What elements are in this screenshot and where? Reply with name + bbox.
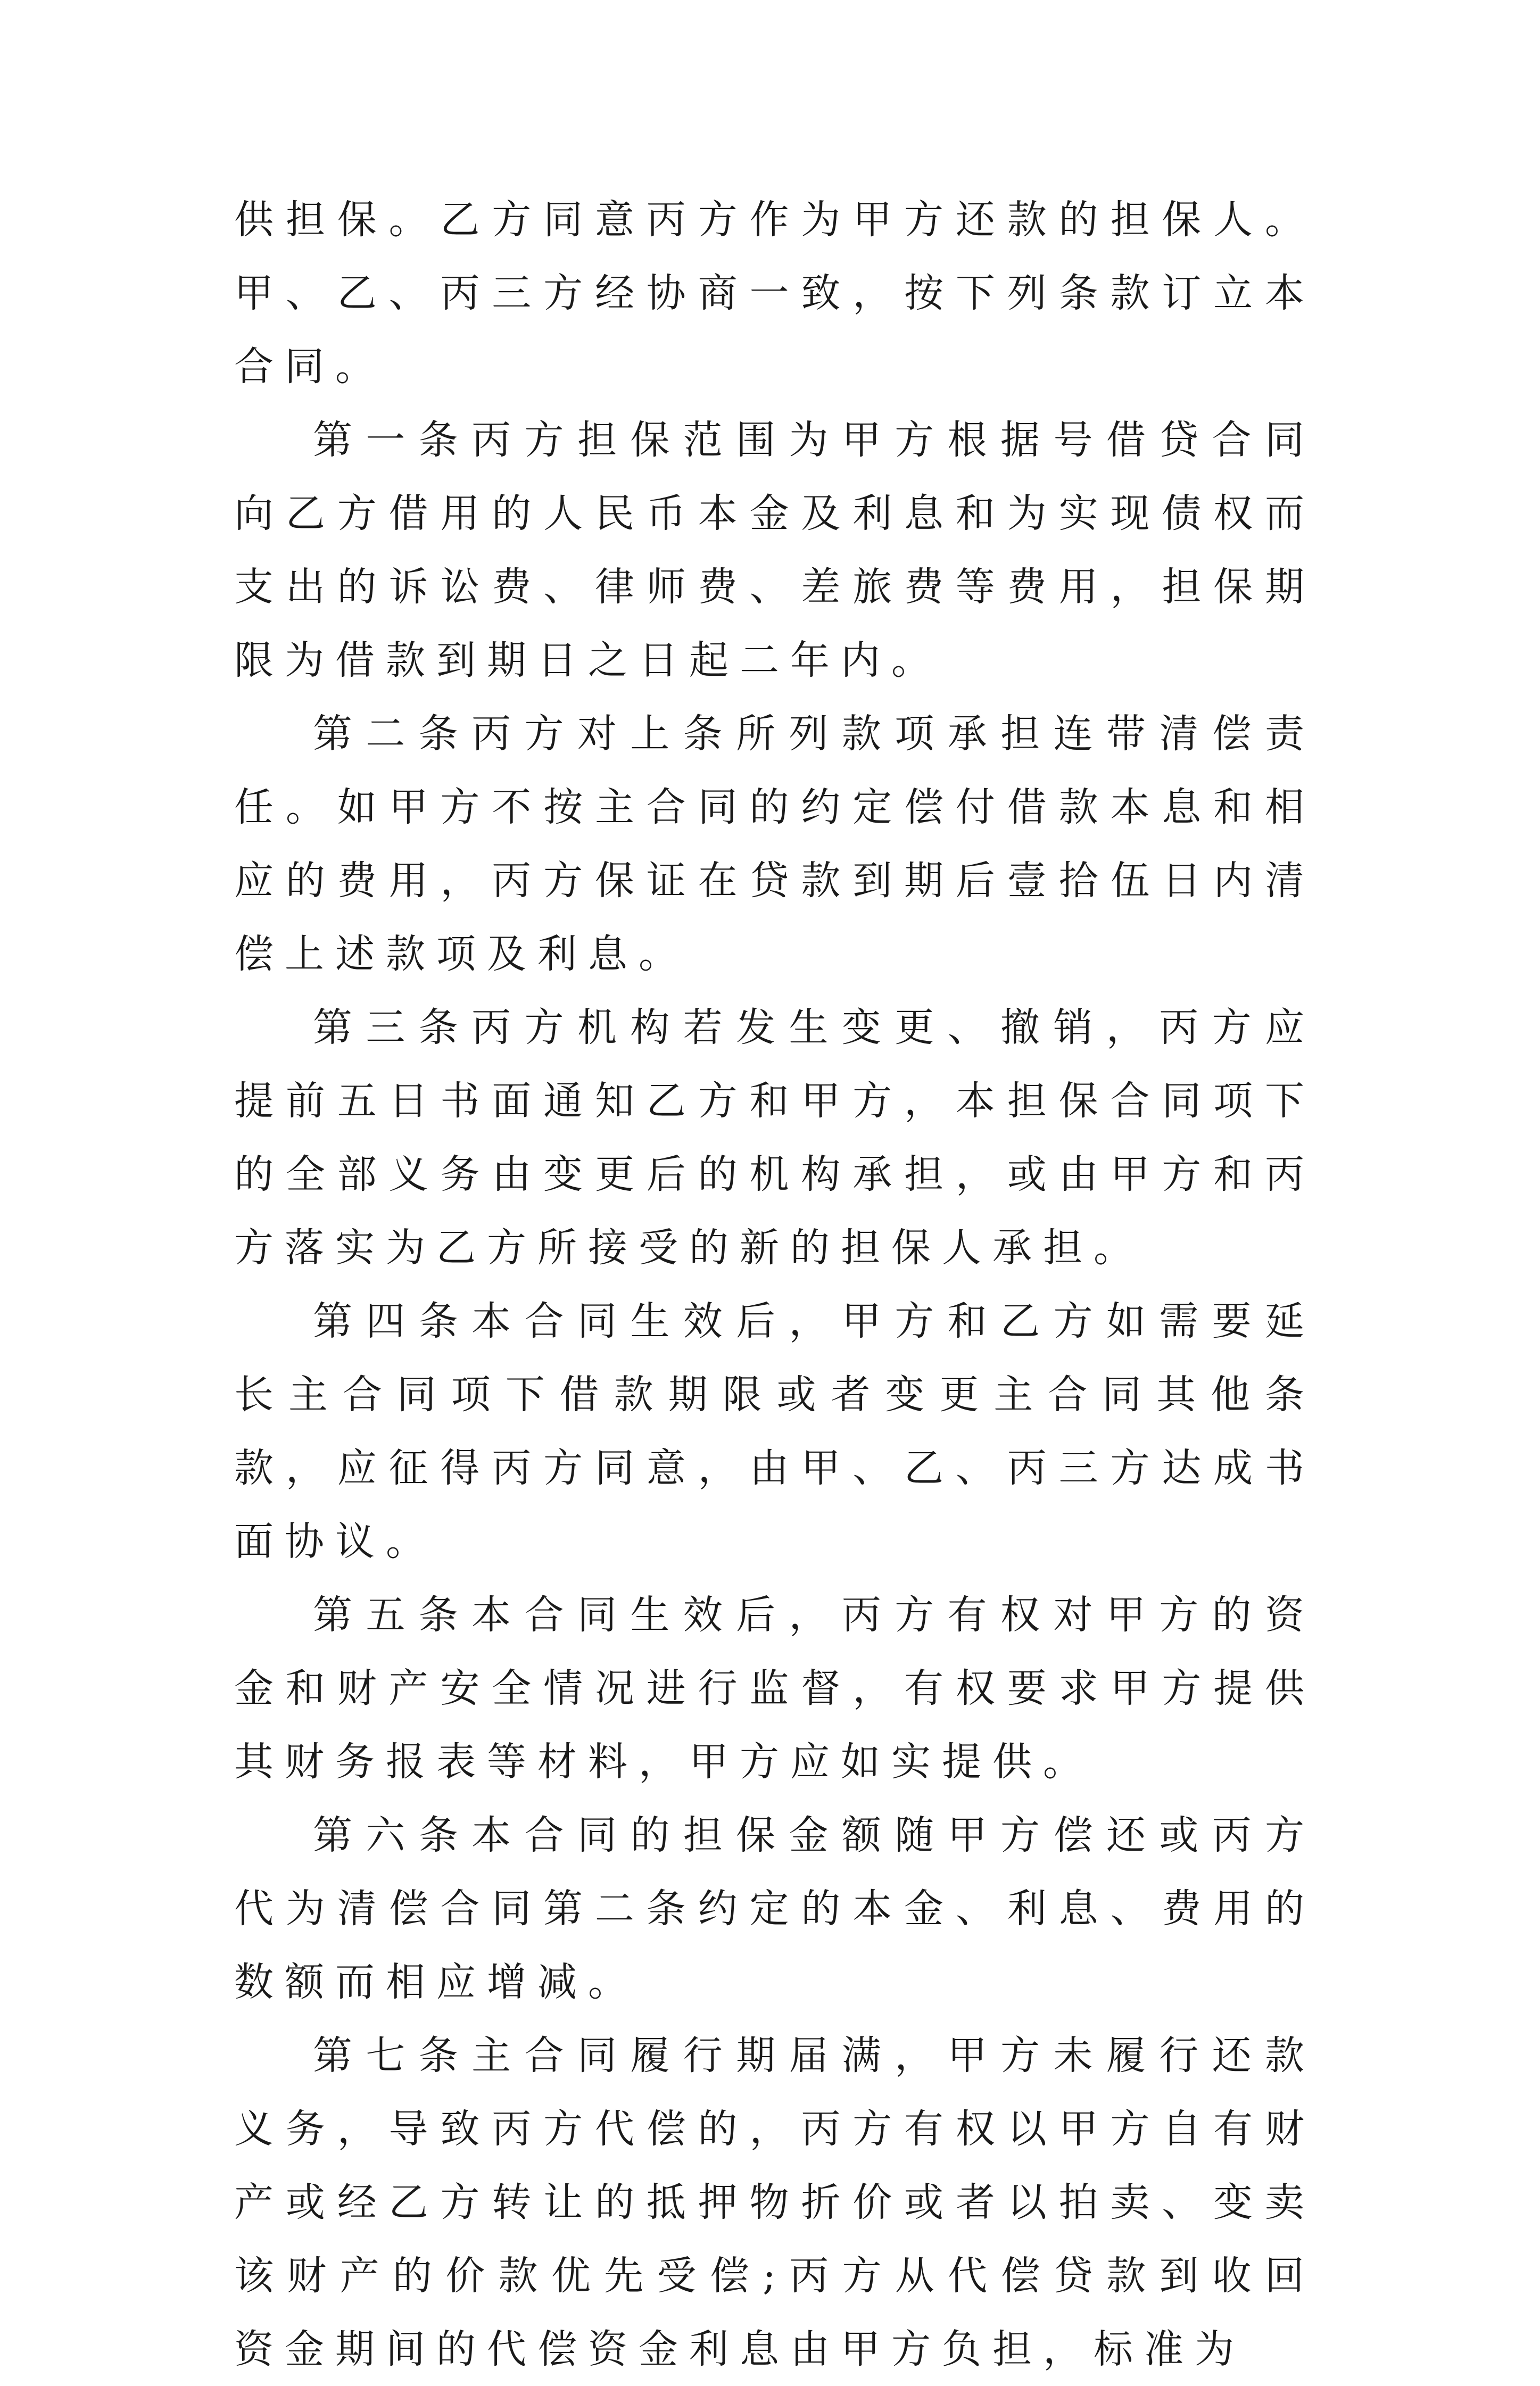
paragraph-article-7: 第七条主合同履行期届满，甲方未履行还款义务，导致丙方代偿的，丙方有权以甲方自有财产或经乙方转让的抵押物折价或者以拍卖、变卖该财产的价款优先受偿;丙方从代偿贷款到收回资金期间的代偿资金利息由甲方负担，标准为 [234, 2033, 1315, 2372]
paragraph-article-5: 第五条本合同生效后，丙方有权对甲方的资金和财产安全情况进行监督，有权要求甲方提供其财务报表等材料，甲方应如实提供。 [234, 1592, 1315, 1785]
paragraph-article-1: 第一条丙方担保范围为甲方根据号借贷合同向乙方借用的人民币本金及利息和为实现债权而支出的诉讼费、律师费、差旅费等费用，担保期限为借款到期日之日起二年内。 [234, 417, 1315, 683]
paragraph-article-3: 第三条丙方机构若发生变更、撤销，丙方应提前五日书面通知乙方和甲方，本担保合同项下的全部义务由变更后的机构承担，或由甲方和丙方落实为乙方所接受的新的担保人承担。 [234, 1005, 1315, 1271]
paragraph-article-6: 第六条本合同的担保金额随甲方偿还或丙方代为清偿合同第二条约定的本金、利息、费用的数额而相应增减。 [234, 1812, 1315, 2005]
paragraph-continuation: 供担保。乙方同意丙方作为甲方还款的担保人。甲、乙、丙三方经协商一致，按下列条款订立本合同。 [234, 197, 1315, 390]
paragraph-article-2: 第二条丙方对上条所列款项承担连带清偿责任。如甲方不按主合同的约定偿付借款本息和相应的费用，丙方保证在贷款到期后壹拾伍日内清偿上述款项及利息。 [234, 711, 1315, 977]
paragraph-article-4: 第四条本合同生效后，甲方和乙方如需要延长主合同项下借款期限或者变更主合同其他条款，应征得丙方同意，由甲、乙、丙三方达成书面协议。 [234, 1298, 1315, 1564]
document-body [234, 183, 1315, 2386]
